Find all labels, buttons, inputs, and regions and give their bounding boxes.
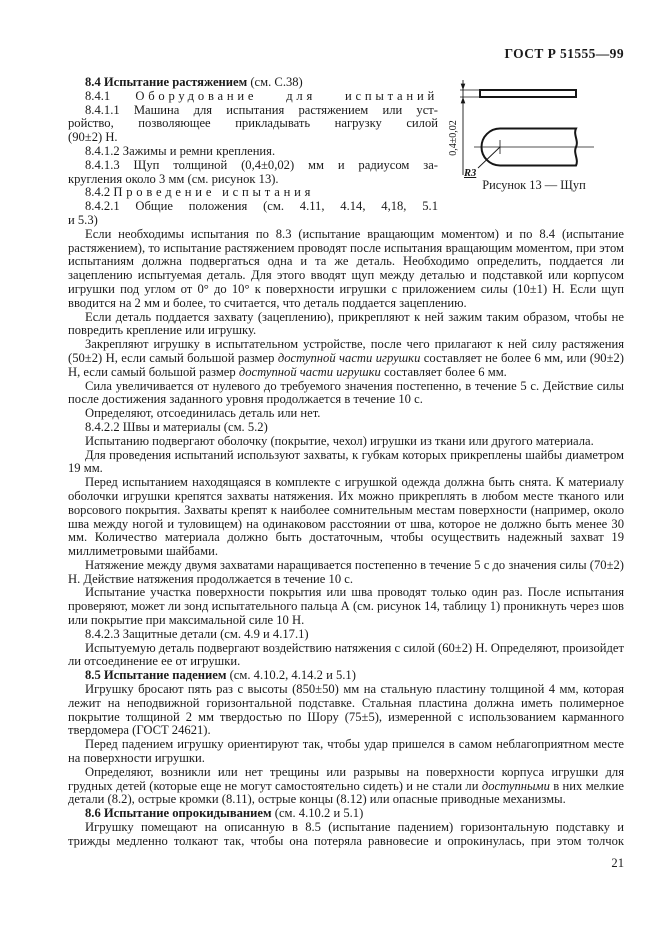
text-run: Определяют, отсоединилась деталь или нет.	[85, 406, 321, 421]
paragraph	[68, 821, 624, 849]
paragraph	[68, 311, 624, 339]
paragraph	[68, 421, 624, 435]
probe-side-view	[480, 90, 576, 97]
text-run: Определяют, возникли или нет трещины или разрывы на поверхности корпуса игрушки для грудных детей (которые еще не могут самостоятельно сидеть) и не стали ли	[68, 764, 624, 793]
paragraph	[68, 449, 624, 477]
text-run: (см. С.38)	[247, 75, 303, 89]
text-run: Если необходимы испытания по 8.3 (испытание вращающим моментом) и по 8.4 (испытание растяжением), то испытание растяжением проводят после испытания вращающим моментом, при этом испытаниям должна подвергаться одна и та же деталь. Необходимо определить, поддается ли зацеплению испытуемая деталь. Для этого вводят щуп между деталью и подставкой или корпусом игрушки под углом от 0° до 10° к поверхности игрушки с приложением силы (10±1) Н. Если щуп вводится на 2 мм и более, то считается, что деталь поддается зацеплению.	[68, 226, 624, 310]
text-run: (90±2) Н.	[68, 130, 118, 145]
text-run: и 5.3)	[68, 212, 98, 227]
figure-13	[444, 78, 624, 192]
text-run: Проведение испытания	[113, 185, 315, 200]
text-run: 8.4.1.3 Щуп толщиной (0,4±0,02) мм и радиусом за-	[85, 157, 438, 172]
standard-number-header: ГОСТ Р 51555—99	[504, 46, 624, 61]
page-number: 21	[611, 855, 624, 870]
arrow-up-icon	[461, 97, 466, 103]
text-run: 8.4.1.2 Зажимы и ремни крепления.	[85, 143, 276, 158]
paragraph	[68, 669, 624, 683]
paragraph	[68, 586, 624, 627]
text-run: (см. 4.10.2, 4.14.2 и 5.1)	[226, 668, 356, 683]
arrow-down-icon	[461, 84, 466, 90]
paragraph	[68, 214, 624, 228]
document-body	[68, 76, 624, 849]
text-run: 8.6 Испытание опрокидыванием	[85, 806, 272, 821]
text-run: Перед падением игрушку ориентируют так, чтобы удар пришелся в самом неблагоприятном месте на поверхности игрушки.	[68, 737, 624, 766]
figure-caption: Рисунок 13 — Щуп	[482, 178, 586, 192]
paragraph	[68, 628, 624, 642]
text-run: доступной части игрушки	[277, 350, 421, 365]
text-run: 8.4 Испытание растяжением	[85, 75, 248, 89]
probe-technical-drawing	[444, 78, 624, 178]
text-run: 8.4.1	[85, 88, 136, 103]
text-run: Для проведения испытаний используют захваты, к губкам которых прикреплены шайбы диаметром 19 мм.	[68, 447, 624, 476]
text-run: (см. 4.10.2 и 5.1)	[271, 806, 364, 821]
paragraph	[68, 642, 624, 670]
paragraph	[68, 476, 624, 559]
text-run: 8.4.2.3 Защитные детали (см. 4.9 и 4.17.1)	[85, 626, 309, 641]
text-run: доступной части игрушки	[238, 364, 381, 379]
text-run: Перед испытанием находящаяся в комплекте с игрушкой одежда должна быть снята. К материалу оболочки игрушки крепятся захваты натяжения. Их можно прикреплять в любом месте тканого или ворсового покрытия. Захваты крепят к наиболее сомнительным местам поверхности (например, около шва между ногой и туловищем) на одинаковом расстоянии от шва, которое не должно быть менее 30 мм. Количество материала должно быть достаточным, чтобы осуществить надежный захват 19 миллиметровыми шайбами.	[68, 475, 624, 559]
text-run: Испытанию подвергают оболочку (покрытие, чехол) игрушки из ткани или другого материала.	[85, 433, 594, 448]
thickness-dimension-label: 0,4±0,02	[448, 120, 459, 156]
text-run: 8.5 Испытание падением	[85, 668, 227, 683]
paragraph	[68, 807, 624, 821]
text-run: в них мелкие детали (8.2), острые кромки (8.11), острые концы (8.12) или опасные приводные механизмы.	[68, 778, 624, 807]
text-run: составляет не более 6 мм, или (90±2) Н, если самый большой размер	[68, 350, 624, 379]
text-run: кругления около 3 мм (см. рисунок 13).	[68, 171, 279, 186]
text-run: доступными	[481, 778, 550, 793]
text-run: составляет более 6 мм.	[380, 364, 507, 379]
paragraph	[68, 338, 624, 379]
text-run: Закрепляют игрушку в испытательном устройстве, после чего прилагают к ней силу растяжения (50±2) Н, если самый большой размер	[68, 337, 624, 365]
thickness-dimension	[448, 80, 481, 175]
paragraph	[68, 200, 624, 214]
text-run: 8.4.2.2 Швы и материалы (см. 5.2)	[85, 419, 268, 434]
paragraph	[68, 228, 624, 311]
text-run: Оборудование для испытаний	[135, 88, 438, 103]
text-run: Натяжение между двумя захватами наращивается постепенно в течение 5 с до значения силы (70±2) Н. Действие натяжения продолжается в течение 10 с.	[68, 557, 624, 586]
paragraph	[68, 766, 624, 807]
text-run: Сила увеличивается от нулевого до требуемого значения постепенно, в течение 5 с. Действие силы после достижения заданного уровня продолжается в течение 10 с.	[68, 378, 624, 407]
paragraph	[68, 559, 624, 587]
text-run: Игрушку помещают на описанную в 8.5 (испытание падением) горизонтальную подставку и трижды медленно толкают так, чтобы она потеряла равновесие и опрокинулась, при этом толчок	[68, 820, 624, 848]
text-run: Игрушку бросают пять раз с высоты (850±50) мм на стальную пластину толщиной 4 мм, которая лежит на неподвижной горизонтальной подставке. Стальная пластина должна иметь полимерное покрытие толщиной 2 мм твердостью по Шору (75±5), измеренной с использованием карманного твердомера (ГОСТ 24621).	[68, 682, 624, 738]
text-run: 8.4.1.1 Машина для испытания растяжением или уст-	[85, 102, 438, 117]
text-run: Испытание участка поверхности покрытия или шва проводят только один раз. После испытания проверяют, может ли зонд испытательного пальца А (см. рисунок 14, таблицу 1) проникнуть через шов или покрытие при максимальной силе 10 Н.	[68, 585, 624, 628]
paragraph	[68, 407, 624, 421]
paragraph	[68, 380, 624, 408]
text-run: 8.4.2.1 Общие положения (см. 4.11, 4.14, 4,18, 5.1	[85, 199, 438, 214]
radius-label: R3	[464, 168, 477, 178]
paragraph	[68, 435, 624, 449]
paragraph	[68, 738, 624, 766]
text-run: Испытуемую деталь подвергают воздействию натяжения с силой (60±2) Н. Определяют, произойдет ли отсоединение ее от игрушки.	[68, 640, 624, 669]
text-run: 8.4.2	[85, 185, 114, 200]
paragraph	[68, 683, 624, 738]
text-run: ройство, позволяющее прикладывать нагрузку силой	[68, 116, 438, 131]
probe-top-view	[463, 129, 594, 179]
text-run: Если деталь поддается захвату (зацеплению), прикрепляют к ней зажим таким образом, чтобы не повредить крепление или игрушку.	[68, 309, 624, 338]
